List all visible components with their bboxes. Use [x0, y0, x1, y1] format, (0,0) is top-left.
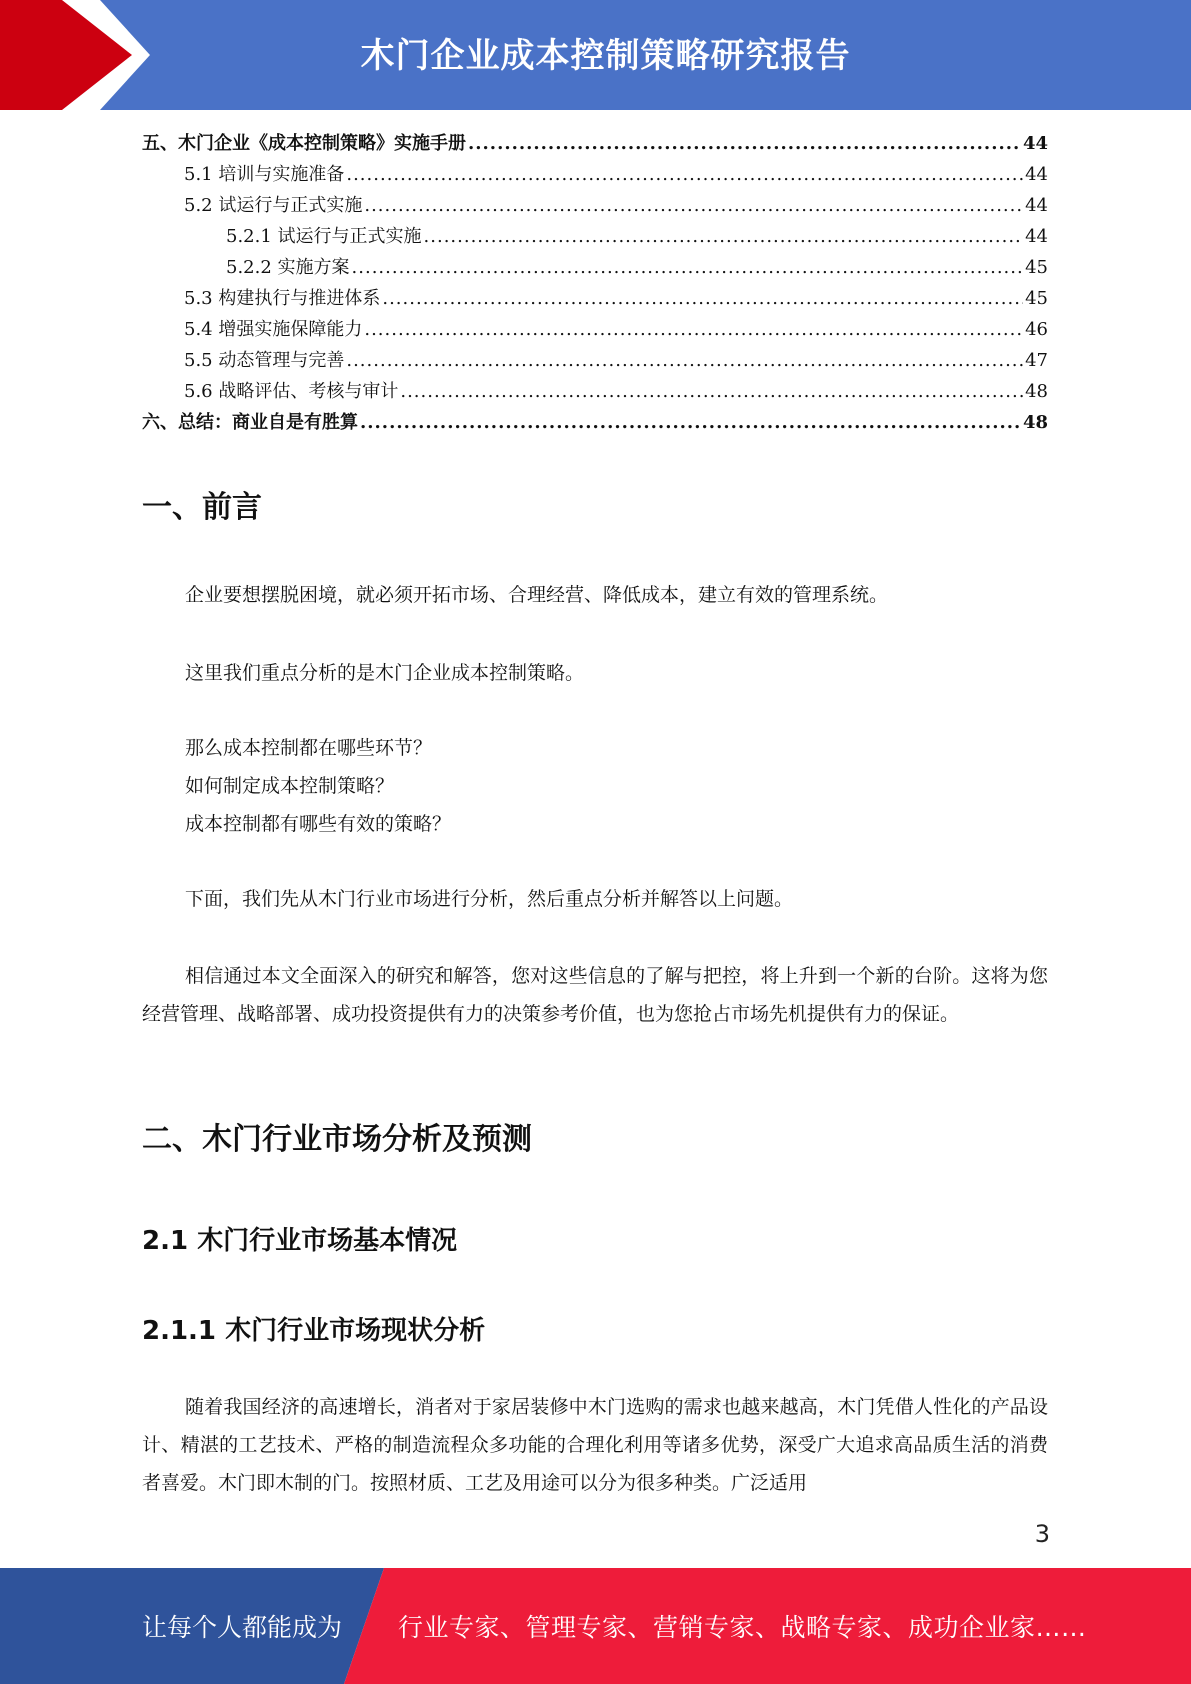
question-item: 如何制定成本控制策略？	[185, 775, 395, 797]
section-heading-market: 二、木门行业市场分析及预测	[142, 1122, 532, 1157]
page-header	[0, 0, 1191, 110]
page-footer	[0, 1568, 1191, 1684]
toc-dot-leader	[360, 407, 1021, 438]
toc-dot-leader	[352, 252, 1024, 283]
question-item: 那么成本控制都在哪些环节？	[185, 737, 433, 759]
toc-entry[interactable]	[142, 376, 1048, 407]
toc-dot-leader	[364, 314, 1023, 345]
report-title: 木门企业成本控制策略研究报告	[360, 36, 851, 76]
table-of-contents	[142, 128, 1048, 438]
toc-entry-title: 5.2 试运行与正式实施	[184, 195, 363, 216]
toc-entry[interactable]	[142, 221, 1048, 252]
toc-entry-title: 五、木门企业《成本控制策略》实施手册	[142, 133, 466, 154]
toc-entry-page: 44	[1025, 164, 1048, 185]
toc-entry[interactable]	[142, 159, 1048, 190]
subsection-heading: 2.1.1 木门行业市场现状分析	[142, 1316, 486, 1346]
toc-entry-title: 5.3 构建执行与推进体系	[184, 288, 381, 309]
toc-dot-leader	[468, 128, 1021, 159]
toc-entry-page: 46	[1025, 319, 1048, 340]
toc-entry[interactable]	[142, 345, 1048, 376]
toc-entry-page: 45	[1025, 288, 1048, 309]
section-heading-preface: 一、前言	[142, 490, 262, 525]
toc-entry-title: 5.5 动态管理与完善	[184, 350, 345, 371]
paragraph: 企业要想摆脱困境，就必须开拓市场、合理经营、降低成本，建立有效的管理系统。	[185, 584, 889, 606]
toc-dot-leader	[400, 376, 1023, 407]
paragraph: 这里我们重点分析的是木门企业成本控制策略。	[185, 662, 585, 684]
toc-entry[interactable]	[142, 283, 1048, 314]
toc-entry-page: 45	[1025, 257, 1048, 278]
page-number: 3	[1034, 1520, 1050, 1548]
toc-entry-title: 六、总结：商业自是有胜算	[142, 412, 358, 433]
toc-dot-leader	[424, 221, 1024, 252]
toc-entry-title: 5.1 培训与实施准备	[184, 164, 345, 185]
toc-entry-page: 47	[1025, 350, 1048, 371]
footer-slogan-right: 行业专家、管理专家、营销专家、战略专家、成功企业家……	[398, 1613, 1087, 1642]
paragraph: 随着我国经济的高速增长，消者对于家居装修中木门选购的需求也越来越高，木门凭借人性化的产品设计、精湛的工艺技术、严格的制造流程众多功能的合理化利用等诸多优势，深受广大追求高品质生活的消费者喜爱。木门即木制的门。按照材质、工艺及用途可以分为很多种类。广泛适用	[142, 1396, 1048, 1494]
toc-entry[interactable]	[142, 314, 1048, 345]
toc-dot-leader	[382, 283, 1023, 314]
paragraph: 下面，我们先从木门行业市场进行分析，然后重点分析并解答以上问题。	[185, 888, 794, 910]
toc-entry[interactable]	[142, 407, 1048, 438]
toc-entry[interactable]	[142, 252, 1048, 283]
toc-dot-leader	[346, 345, 1023, 376]
toc-entry-title: 5.2.1 试运行与正式实施	[226, 226, 422, 247]
question-list	[142, 729, 1048, 843]
toc-entry-page: 44	[1022, 133, 1048, 154]
toc-entry-page: 48	[1022, 412, 1048, 433]
toc-entry-title: 5.2.2 实施方案	[226, 257, 350, 278]
toc-dot-leader	[364, 190, 1023, 221]
toc-entry[interactable]	[142, 190, 1048, 221]
toc-dot-leader	[346, 159, 1023, 190]
toc-entry-page: 44	[1025, 226, 1048, 247]
paragraph: 相信通过本文全面深入的研究和解答，您对这些信息的了解与把控，将上升到一个新的台阶。这将为您经营管理、战略部署、成功投资提供有力的决策参考价值，也为您抢占市场先机提供有力的保证。	[142, 965, 1048, 1025]
toc-entry[interactable]	[142, 128, 1048, 159]
toc-entry-page: 44	[1025, 195, 1048, 216]
toc-entry-title: 5.6 战略评估、考核与审计	[184, 381, 399, 402]
question-item: 成本控制都有哪些有效的策略？	[185, 813, 452, 835]
footer-slogan-left: 让每个人都能成为	[142, 1613, 343, 1642]
toc-entry-title: 5.4 增强实施保障能力	[184, 319, 363, 340]
toc-entry-page: 48	[1025, 381, 1048, 402]
subsection-heading: 2.1 木门行业市场基本情况	[142, 1226, 458, 1256]
